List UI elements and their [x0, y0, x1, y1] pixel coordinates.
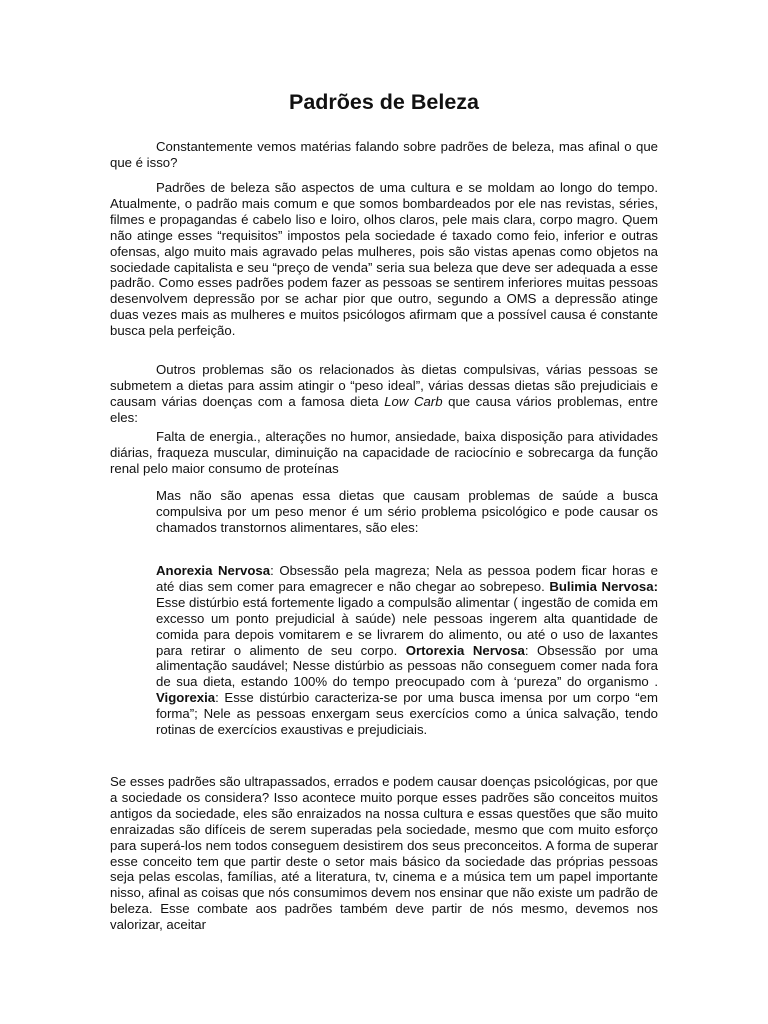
- paragraph-diets-text-b: que causa vários problemas, entre eles:: [110, 393, 658, 425]
- bulimia-text: Esse distúrbio está fortemente ligado a compulsão alimentar ( ingestão de comida em excesso um ponto prejudicial à saúde) nele pessoas ingerem alta quantidade de comida para depois vomitarem e se livrarem do alimento, ou até o uso de laxantes para retirar o alimento de seu corpo.: [156, 594, 658, 658]
- paragraph-disorders-list: [156, 563, 658, 738]
- paragraph-conclusion: Se esses padrões são ultrapassados, errados e podem causar doenças psicológicas, por que a sociedade os considera? Isso acontece muito porque esses padrões são conceitos muitos antigos da sociedade, eles são enraizados na nossa cultura e essas questões que são muito enraizadas são difíceis de serem superadas pela sociedade, mesmo que com muito esforço para superá-los nem todos conseguem desistirem dos seus preconceitos. A forma de superar esse conceito tem que partir deste o setor mais básico da sociedade das próprias pessoas seja pelas escolas, famílias, até a literatura, tv, cinema e a música tem um papel importante nisso, afinal as coisas que nós consumimos devem nos ensinar que não existe um padrão de beleza. Esse combate aos padrões também deve partir de nós mesmo, devemos nos valorizar, aceitar: [110, 774, 658, 933]
- paragraph-symptoms: Falta de energia., alterações no humor, ansiedade, baixa disposição para atividades diárias, fraqueza muscular, diminuição na capacidade de raciocínio e sobrecarga da função renal pelo maior consumo de proteínas: [110, 429, 658, 476]
- bulimia-term: Bulimia Nervosa:: [549, 578, 658, 594]
- paragraph-eating-disorders-intro: Mas não são apenas essa dietas que causam problemas de saúde a busca compulsiva por um peso menor é um sério problema psicológico e pode causar os chamados transtornos alimentares, são eles:: [156, 488, 658, 535]
- vigorexia-text: : Esse distúrbio caracteriza-se por uma busca imensa por um corpo “em forma”; Nele as pessoas enxergam seus exercícios como a única salvação, tendo rotinas de exercícios exaustivas e prejudiciais.: [156, 690, 658, 738]
- ortorexia-term: Ortorexia Nervosa: [405, 642, 525, 658]
- paragraph-diets: [110, 362, 658, 426]
- ortorexia-text: : Obsessão por uma alimentação saudável; Nesse distúrbio as pessoas não conseguem comer nada fora de sua dieta, estando 100% do tempo preocupado com à ‘pureza” do organismo .: [156, 642, 658, 690]
- low-carb-term: Low Carb: [384, 393, 443, 409]
- paragraph-intro: Constantemente vemos matérias falando sobre padrões de beleza, mas afinal o que que é isso?: [110, 139, 658, 170]
- paragraph-beauty-standards: Padrões de beleza são aspectos de uma cultura e se moldam ao longo do tempo. Atualmente, o padrão mais comum e que somos bombardeados por ele nas revistas, séries, filmes e propagandas é cabelo liso e loiro, olhos claros, pele mais clara, corpo magro. Quem não atinge esses “requisitos” impostos pela sociedade é taxado como feio, inferior e outras ofensas, algo muito mais agravado pelas mulheres, pois são vistas apenas como objetos na sociedade capitalista e seu “preço de venda” seria sua beleza que deve ser adequada a esse padrão. Como esses padrões podem fazer as pessoas se sentirem inferiores muitas pessoas desenvolvem depressão por se achar pior que outro, segundo a OMS a depressão atinge duas vezes mais as mulheres e muitos psicólogos afirmam que a possível causa é constante busca pela perfeição.: [110, 180, 658, 339]
- document-title: Padrões de Beleza: [288, 90, 479, 114]
- anorexia-term: Anorexia Nervosa: [156, 563, 271, 578]
- vigorexia-term: Vigorexia: [156, 690, 216, 706]
- paragraph-diets-text-a: Outros problemas são os relacionados às dietas compulsivas, várias pessoas se submetem a dietas para assim atingir o “peso ideal”, várias dessas dietas são prejudiciais e causam várias doenças com a famosa dieta: [110, 362, 658, 409]
- anorexia-text: : Obsessão pela magreza; Nela as pessoa podem ficar horas e até dias sem comer para emagrecer e não chegar ao sobrepeso.: [156, 563, 658, 594]
